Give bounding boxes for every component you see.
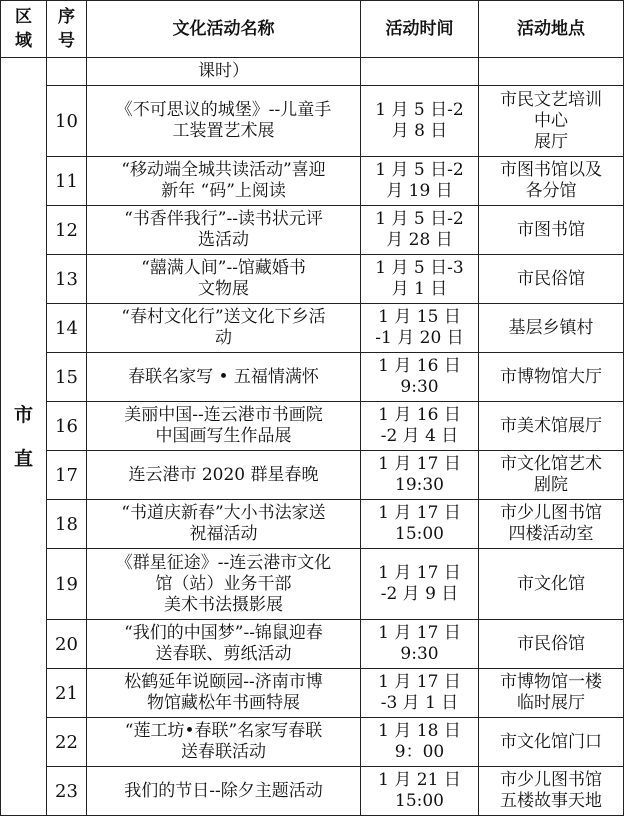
row-time — [361, 669, 479, 718]
row-time-line: -2 月 4 日 — [380, 426, 459, 446]
row-no: 18 — [47, 500, 87, 549]
row-place-line: 市民俗馆 — [517, 268, 585, 289]
row-name-line: “我们的中国梦”--锦鼠迎春 — [124, 623, 323, 643]
row-name-line: “莲工坊•春联”名家写春联 — [124, 721, 323, 741]
row-no: 22 — [47, 718, 87, 767]
row-name-line: “书道庆新春”大小书法家送 — [121, 503, 326, 523]
row-place — [479, 86, 624, 157]
row-time — [361, 767, 479, 816]
row-time — [361, 255, 479, 304]
table-row — [1, 451, 624, 500]
row-name — [87, 206, 361, 255]
row-time — [361, 58, 479, 86]
row-name-line: “春村文化行”送文化下乡活 — [121, 307, 326, 327]
row-time — [361, 549, 479, 620]
row-time — [361, 304, 479, 353]
row-place — [479, 549, 624, 620]
header-no: 序 号 — [47, 1, 87, 58]
row-name — [87, 718, 361, 767]
row-no: 13 — [47, 255, 87, 304]
row-time-line: 月 19 日 — [386, 181, 453, 201]
row-place-line: 市少儿图书馆 — [500, 503, 602, 523]
table-row — [1, 353, 624, 402]
row-name — [87, 767, 361, 816]
row-time-line: 1 月 21 日 — [378, 770, 461, 790]
row-name-line: 《不可思议的城堡》--儿童手 — [115, 100, 332, 120]
row-place-line: 基层乡镇村 — [508, 317, 594, 338]
row-place — [479, 402, 624, 451]
row-no: 15 — [47, 353, 87, 402]
header-place: 活动地点 — [479, 1, 624, 58]
row-name-line: “书香伴我行”--读书状元评 — [124, 209, 323, 229]
row-name-line: 中国画写生作品展 — [155, 426, 292, 446]
row-time — [361, 620, 479, 669]
row-name-line: 物馆藏松年书画特展 — [147, 693, 300, 713]
table-row — [1, 500, 624, 549]
table-row — [1, 86, 624, 157]
row-time-line: -1 月 20 日 — [375, 328, 464, 348]
row-place-line: 五楼故事天地 — [500, 791, 602, 811]
row-time — [361, 157, 479, 206]
row-time — [361, 718, 479, 767]
row-name-line: “囍满人间”--馆藏婚书 — [141, 258, 306, 278]
table-row — [1, 255, 624, 304]
row-time-line: 1 月 17 日 — [378, 623, 461, 643]
row-name: 课时） — [87, 58, 361, 86]
row-place-line: 市民文艺培训 — [500, 89, 602, 110]
row-no: 23 — [47, 767, 87, 816]
row-name — [87, 500, 361, 549]
row-name-line: 选活动 — [198, 230, 249, 250]
table-row — [1, 669, 624, 718]
table-row — [1, 549, 624, 620]
row-time-line: 1 月 5 日-2 — [375, 100, 464, 120]
row-name-line: 工装置艺术展 — [172, 121, 275, 141]
row-no: 12 — [47, 206, 87, 255]
row-name — [87, 353, 361, 402]
row-time-line: 1 月 5 日-3 — [375, 258, 464, 278]
row-place — [479, 255, 624, 304]
row-name-line: 春联名家写 • 五福情满怀 — [128, 366, 319, 387]
row-name-line: 文物展 — [198, 279, 249, 299]
row-time-line: -3 月 1 日 — [380, 693, 459, 713]
row-time-line: 19:30 — [395, 475, 444, 495]
row-time-line: -2 月 9 日 — [380, 584, 459, 604]
row-name-line: 馆（站）业务干部 — [155, 573, 292, 594]
row-place-line: 市文化馆门口 — [500, 731, 602, 752]
row-time-line: 1 月 17 日 — [378, 672, 461, 692]
table-row — [1, 206, 624, 255]
row-place-line: 临时展厅 — [517, 693, 585, 713]
table-row — [1, 718, 624, 767]
row-name-line: 我们的节日--除夕主题活动 — [124, 780, 323, 801]
row-place — [479, 718, 624, 767]
row-place-line: 四楼活动室 — [508, 524, 594, 544]
row-time-line: 9:30 — [400, 644, 439, 664]
row-time-line: 1 月 5 日-2 — [375, 160, 464, 180]
row-place — [479, 767, 624, 816]
row-no: 17 — [47, 451, 87, 500]
row-place-line: 市少儿图书馆 — [500, 770, 602, 790]
row-place-line: 剧院 — [534, 475, 568, 495]
row-no: 10 — [47, 86, 87, 157]
row-place — [479, 304, 624, 353]
row-name — [87, 402, 361, 451]
row-place — [479, 157, 624, 206]
row-no: 14 — [47, 304, 87, 353]
row-time-line: 1 月 5 日-2 — [375, 209, 464, 229]
row-name-line: 动 — [215, 328, 232, 348]
row-place-line: 市图书馆以及 — [500, 160, 602, 180]
row-place-line: 各分馆 — [525, 181, 577, 201]
row-time-line: 月 8 日 — [391, 121, 448, 141]
row-time-line: 1 月 15 日 — [378, 307, 461, 327]
row-name — [87, 620, 361, 669]
row-place — [479, 58, 624, 86]
table-row-continuation — [1, 58, 624, 86]
row-time-line: 1 月 17 日 — [378, 454, 461, 474]
row-place-line: 市文化馆 — [517, 573, 585, 594]
row-place-line: 市文化馆艺术 — [500, 454, 602, 474]
row-name-line: 送春联、剪纸活动 — [155, 644, 292, 664]
row-name-line: 松鹤延年说颐园--济南市博 — [124, 672, 323, 692]
row-no: 20 — [47, 620, 87, 669]
row-time-line: 9：00 — [394, 742, 445, 762]
row-place — [479, 206, 624, 255]
header-name: 文化活动名称 — [87, 1, 361, 58]
row-place-line: 市博物馆一楼 — [500, 672, 602, 692]
row-place-line: 展厅 — [534, 131, 568, 152]
table-row — [1, 304, 624, 353]
row-name — [87, 451, 361, 500]
row-place — [479, 620, 624, 669]
table-row — [1, 767, 624, 816]
row-name — [87, 549, 361, 620]
row-place-line: 市民俗馆 — [517, 633, 585, 654]
row-name-line: 连云港市 2020 群星春晚 — [128, 464, 319, 485]
row-time — [361, 86, 479, 157]
row-place — [479, 353, 624, 402]
row-name — [87, 669, 361, 718]
row-time-line: 15:00 — [395, 791, 444, 811]
row-place-line: 市图书馆 — [517, 219, 585, 240]
row-name-line: 《群星征途》--连云港市文化 — [115, 552, 332, 573]
row-place — [479, 500, 624, 549]
table-row — [1, 157, 624, 206]
row-no — [47, 58, 87, 86]
row-time-line: 1 月 18 日 — [378, 721, 461, 741]
row-name-line: 美术书法摄影展 — [164, 594, 283, 615]
row-place-line: 市美术馆展厅 — [500, 415, 602, 436]
row-time-line: 1 月 17 日 — [378, 563, 461, 583]
row-name — [87, 304, 361, 353]
row-name-line: 祝福活动 — [189, 524, 258, 544]
row-name-line: “移动端全城共读活动”喜迎 — [121, 160, 326, 180]
row-place — [479, 669, 624, 718]
row-name-line: 美丽中国--连云港市书画院 — [124, 405, 323, 425]
row-name — [87, 157, 361, 206]
row-time — [361, 500, 479, 549]
header-time: 活动时间 — [361, 1, 479, 58]
row-time — [361, 402, 479, 451]
row-no: 16 — [47, 402, 87, 451]
row-time-line: 1 月 17 日 — [378, 503, 461, 523]
row-time-line: 9:30 — [400, 377, 439, 397]
row-time-line: 1 月 16 日 — [378, 405, 461, 425]
table-row — [1, 620, 624, 669]
row-time-line: 月 28 日 — [386, 230, 453, 250]
region-cell: 市 直 — [1, 58, 47, 816]
header-region: 区 域 — [1, 1, 47, 58]
row-no: 19 — [47, 549, 87, 620]
row-name-line: 送春联活动 — [181, 742, 266, 762]
row-no: 21 — [47, 669, 87, 718]
row-time — [361, 353, 479, 402]
row-time-line: 月 1 日 — [391, 279, 448, 299]
header-row — [1, 1, 624, 58]
row-name — [87, 255, 361, 304]
row-name — [87, 86, 361, 157]
row-time — [361, 451, 479, 500]
row-name-line: 新年 “码”上阅读 — [161, 181, 286, 201]
row-place-line: 中心 — [534, 110, 568, 131]
row-time-line: 1 月 16 日 — [378, 356, 461, 376]
row-no: 11 — [47, 157, 87, 206]
row-time — [361, 206, 479, 255]
row-place — [479, 451, 624, 500]
row-time-line: 15:00 — [395, 524, 444, 544]
table-row — [1, 402, 624, 451]
row-place-line: 市博物馆大厅 — [500, 366, 602, 387]
